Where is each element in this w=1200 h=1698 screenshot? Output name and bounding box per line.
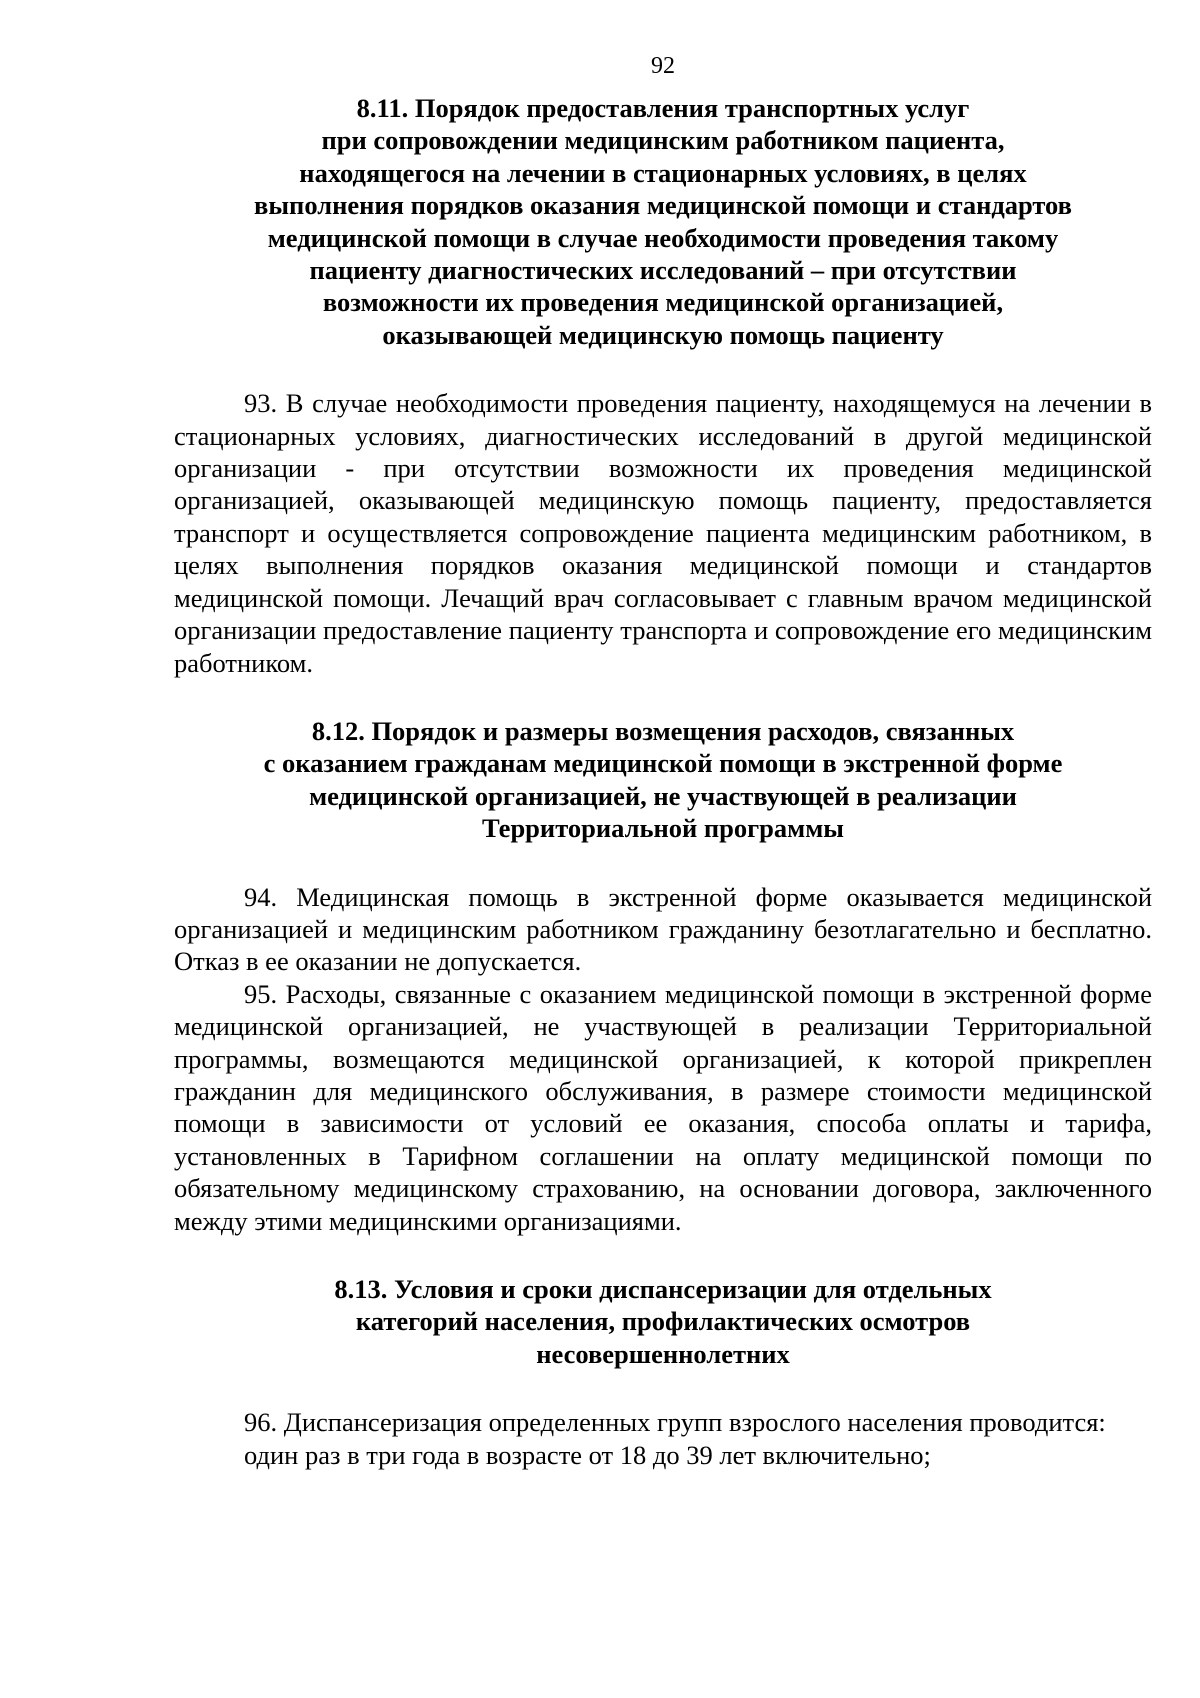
paragraph-94: 94. Медицинская помощь в экстренной форме оказывается медицинской организацией и медицинским работником гражданину безотлагательно и бесплатно. Отказ в ее оказании не допускается.	[174, 881, 1152, 977]
heading-line: медицинской организацией, не участвующей в реализации	[309, 780, 1017, 811]
section-heading-8-12	[174, 715, 1152, 845]
heading-line: 8.11. Порядок предоставления транспортных услуг	[356, 93, 970, 123]
document-page	[174, 52, 1152, 1471]
heading-line: возможности их проведения медицинской организацией,	[322, 287, 1004, 318]
heading-line: несовершеннолетних	[536, 1338, 790, 1369]
heading-line: 8.12. Порядок и размеры возмещения расходов, связанных	[311, 715, 1015, 746]
paragraph-93: 93. В случае необходимости проведения пациенту, находящемуся на лечении в стационарных условиях, диагностических исследований в другой медицинской организации - при отсутствии возможности их проведения медицинской организацией, оказывающей медицинскую помощь пациенту, предоставляется транспорт и осуществляется сопровождение пациента медицинским работником, в целях выполнения порядков оказания медицинской помощи и стандартов медицинской помощи. Лечащий врач согласовывает с главным врачом медицинской организации предоставление пациенту транспорта и сопровождение его медицинским работником.	[174, 388, 1152, 678]
paragraph-95: 95. Расходы, связанные с оказанием медицинской помощи в экстренной форме медицинской организацией, не участвующей в реализации Территориальной программы, возмещаются медицинской организацией, к которой прикреплен гражданин для медицинского обслуживания, в размере стоимости медицинской помощи в зависимости от условий ее оказания, способа оплаты и тарифа, установленных в Тарифном соглашении на оплату медицинской помощи по обязательному медицинскому страхованию, на основании договора, заключенного между этими медицинскими организациями.	[174, 978, 1152, 1236]
page-number: 92	[651, 53, 675, 79]
heading-line: пациенту диагностических исследований – при отсутствии	[309, 255, 1017, 286]
heading-line: Территориальной программы	[482, 813, 844, 844]
heading-line: при сопровождении медицинским работником пациента,	[321, 125, 1005, 156]
heading-line: категорий населения, профилактических осмотров	[355, 1306, 971, 1337]
heading-line: с оказанием гражданам медицинской помощи в экстренной форме	[263, 748, 1063, 779]
section-heading-8-13	[174, 1273, 1152, 1370]
section-heading-8-11	[174, 92, 1152, 351]
paragraph-96-item: один раз в три года в возрасте от 18 до 39 лет включительно;	[244, 1439, 931, 1470]
heading-line: выполнения порядков оказания медицинской помощи и стандартов	[254, 190, 1072, 221]
paragraph-96: 96. Диспансеризация определенных групп взрослого населения проводится:	[244, 1407, 1106, 1438]
heading-line: оказывающей медицинскую помощь пациенту	[382, 319, 944, 350]
heading-line: медицинской помощи в случае необходимости проведения такому	[267, 222, 1059, 253]
heading-line: находящегося на лечении в стационарных условиях, в целях	[299, 157, 1027, 188]
heading-line: 8.13. Условия и сроки диспансеризации для отдельных	[334, 1274, 992, 1304]
